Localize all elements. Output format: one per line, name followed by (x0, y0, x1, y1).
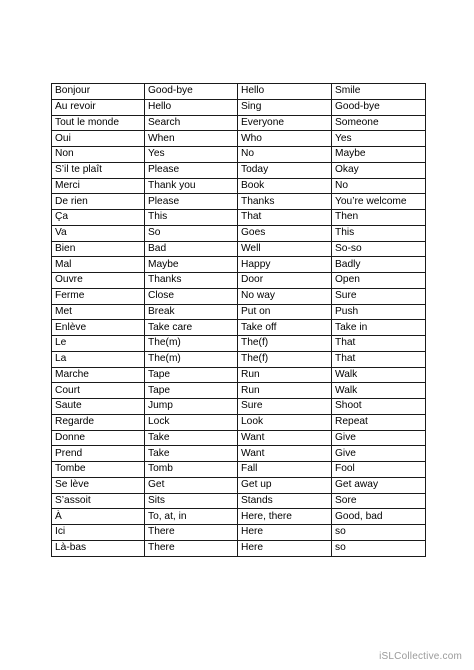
answer-option-cell: Shoot (332, 399, 426, 415)
answer-option-cell: Smile (332, 84, 426, 100)
answer-option-cell: Well (238, 241, 332, 257)
answer-option-cell: Thanks (145, 273, 238, 289)
french-word-cell: Ça (52, 210, 145, 226)
answer-option-cell: so (332, 540, 426, 556)
answer-option-cell: No (332, 178, 426, 194)
table-row (52, 509, 426, 525)
french-word-cell: Regarde (52, 414, 145, 430)
answer-option-cell: Want (238, 430, 332, 446)
table-row (52, 225, 426, 241)
table-row (52, 414, 426, 430)
answer-option-cell: Here (238, 540, 332, 556)
vocabulary-table (51, 83, 426, 557)
french-word-cell: Merci (52, 178, 145, 194)
french-word-cell: S’il te plaît (52, 162, 145, 178)
answer-option-cell: Happy (238, 257, 332, 273)
table-row (52, 430, 426, 446)
french-word-cell: Non (52, 147, 145, 163)
french-word-cell: Enlève (52, 320, 145, 336)
answer-option-cell: Okay (332, 162, 426, 178)
answer-option-cell: Search (145, 115, 238, 131)
table-row (52, 210, 426, 226)
table-row (52, 383, 426, 399)
answer-option-cell: Take in (332, 320, 426, 336)
answer-option-cell: This (332, 225, 426, 241)
answer-option-cell: Lock (145, 414, 238, 430)
answer-option-cell: Break (145, 304, 238, 320)
answer-option-cell: Tomb (145, 462, 238, 478)
answer-option-cell: Here (238, 525, 332, 541)
french-word-cell: Prend (52, 446, 145, 462)
french-word-cell: Tout le monde (52, 115, 145, 131)
table-row (52, 99, 426, 115)
answer-option-cell: The(m) (145, 336, 238, 352)
french-word-cell: Marche (52, 367, 145, 383)
french-word-cell: Bonjour (52, 84, 145, 100)
answer-option-cell: Then (332, 210, 426, 226)
answer-option-cell: Push (332, 304, 426, 320)
answer-option-cell: Take (145, 446, 238, 462)
answer-option-cell: Jump (145, 399, 238, 415)
answer-option-cell: Good, bad (332, 509, 426, 525)
french-word-cell: La (52, 351, 145, 367)
answer-option-cell: No way (238, 288, 332, 304)
answer-option-cell: Who (238, 131, 332, 147)
french-word-cell: Oui (52, 131, 145, 147)
table-row (52, 304, 426, 320)
french-word-cell: Court (52, 383, 145, 399)
answer-option-cell: Please (145, 194, 238, 210)
answer-option-cell: Repeat (332, 414, 426, 430)
answer-option-cell: Thank you (145, 178, 238, 194)
answer-option-cell: That (332, 351, 426, 367)
answer-option-cell: When (145, 131, 238, 147)
french-word-cell: S’assoit (52, 493, 145, 509)
answer-option-cell: Book (238, 178, 332, 194)
answer-option-cell: Bad (145, 241, 238, 257)
answer-option-cell: Thanks (238, 194, 332, 210)
answer-option-cell: That (238, 210, 332, 226)
answer-option-cell: The(f) (238, 336, 332, 352)
answer-option-cell: Good-bye (332, 99, 426, 115)
answer-option-cell: Please (145, 162, 238, 178)
answer-option-cell: Get up (238, 477, 332, 493)
table-row (52, 288, 426, 304)
answer-option-cell: Everyone (238, 115, 332, 131)
vocabulary-table-body (52, 84, 426, 557)
answer-option-cell: Maybe (145, 257, 238, 273)
table-row (52, 525, 426, 541)
table-row (52, 399, 426, 415)
answer-option-cell: Walk (332, 367, 426, 383)
table-row (52, 194, 426, 210)
answer-option-cell: You’re welcome (332, 194, 426, 210)
french-word-cell: Le (52, 336, 145, 352)
answer-option-cell: There (145, 525, 238, 541)
french-word-cell: Bien (52, 241, 145, 257)
answer-option-cell: To, at, in (145, 509, 238, 525)
table-row (52, 147, 426, 163)
french-word-cell: Ici (52, 525, 145, 541)
answer-option-cell: Sits (145, 493, 238, 509)
answer-option-cell: Today (238, 162, 332, 178)
table-row (52, 336, 426, 352)
french-word-cell: Ouvre (52, 273, 145, 289)
answer-option-cell: Here, there (238, 509, 332, 525)
table-row (52, 446, 426, 462)
answer-option-cell: Put on (238, 304, 332, 320)
french-word-cell: Donne (52, 430, 145, 446)
answer-option-cell: The(f) (238, 351, 332, 367)
answer-option-cell: Fool (332, 462, 426, 478)
table-row (52, 115, 426, 131)
answer-option-cell: Yes (332, 131, 426, 147)
answer-option-cell: Run (238, 383, 332, 399)
answer-option-cell: Badly (332, 257, 426, 273)
answer-option-cell: Open (332, 273, 426, 289)
french-word-cell: Se lève (52, 477, 145, 493)
table-row (52, 131, 426, 147)
answer-option-cell: Walk (332, 383, 426, 399)
answer-option-cell: Tape (145, 367, 238, 383)
table-row (52, 84, 426, 100)
table-row (52, 462, 426, 478)
answer-option-cell: Get away (332, 477, 426, 493)
table-row (52, 178, 426, 194)
answer-option-cell: Give (332, 446, 426, 462)
answer-option-cell: Get (145, 477, 238, 493)
table-row (52, 351, 426, 367)
answer-option-cell: Fall (238, 462, 332, 478)
answer-option-cell: Take (145, 430, 238, 446)
answer-option-cell: So (145, 225, 238, 241)
answer-option-cell: Take care (145, 320, 238, 336)
answer-option-cell: No (238, 147, 332, 163)
answer-option-cell: Sure (332, 288, 426, 304)
table-row (52, 320, 426, 336)
french-word-cell: Met (52, 304, 145, 320)
french-word-cell: Au revoir (52, 99, 145, 115)
answer-option-cell: Close (145, 288, 238, 304)
answer-option-cell: Give (332, 430, 426, 446)
answer-option-cell: Sore (332, 493, 426, 509)
answer-option-cell: Door (238, 273, 332, 289)
answer-option-cell: Take off (238, 320, 332, 336)
french-word-cell: À (52, 509, 145, 525)
answer-option-cell: Stands (238, 493, 332, 509)
table-row (52, 257, 426, 273)
answer-option-cell: The(m) (145, 351, 238, 367)
answer-option-cell: so (332, 525, 426, 541)
answer-option-cell: Good-bye (145, 84, 238, 100)
table-row (52, 540, 426, 556)
table-row (52, 477, 426, 493)
answer-option-cell: Maybe (332, 147, 426, 163)
table-row (52, 273, 426, 289)
table-row (52, 241, 426, 257)
answer-option-cell: Hello (145, 99, 238, 115)
french-word-cell: De rien (52, 194, 145, 210)
french-word-cell: Mal (52, 257, 145, 273)
answer-option-cell: Sure (238, 399, 332, 415)
table-row (52, 493, 426, 509)
answer-option-cell: Tape (145, 383, 238, 399)
answer-option-cell: Run (238, 367, 332, 383)
french-word-cell: Saute (52, 399, 145, 415)
site-watermark: iSLCollective.com (379, 651, 462, 662)
answer-option-cell: Goes (238, 225, 332, 241)
answer-option-cell: That (332, 336, 426, 352)
french-word-cell: Tombe (52, 462, 145, 478)
answer-option-cell: Look (238, 414, 332, 430)
answer-option-cell: Sing (238, 99, 332, 115)
answer-option-cell: There (145, 540, 238, 556)
table-row (52, 367, 426, 383)
answer-option-cell: So-so (332, 241, 426, 257)
answer-option-cell: Yes (145, 147, 238, 163)
answer-option-cell: Someone (332, 115, 426, 131)
answer-option-cell: This (145, 210, 238, 226)
answer-option-cell: Hello (238, 84, 332, 100)
table-row (52, 162, 426, 178)
answer-option-cell: Want (238, 446, 332, 462)
french-word-cell: Là-bas (52, 540, 145, 556)
french-word-cell: Va (52, 225, 145, 241)
french-word-cell: Ferme (52, 288, 145, 304)
